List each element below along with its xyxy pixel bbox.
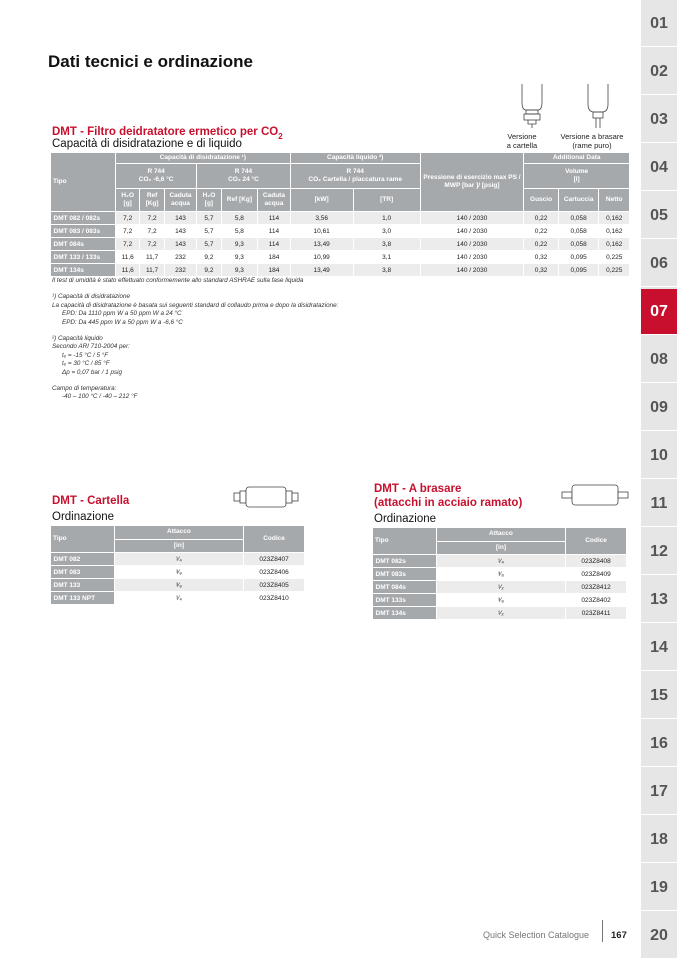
table-cell: 140 / 2030 (420, 225, 524, 238)
table-row (51, 553, 305, 566)
table-cell: 11,6 (116, 264, 140, 277)
chapter-tab-03[interactable]: 03 (641, 97, 677, 143)
col-cap-dis: Capacità di disidratazione ¹) (116, 153, 291, 164)
chapter-tab-07[interactable]: 07 (641, 289, 677, 335)
table-row (373, 581, 627, 594)
table-cell: 5,8 (221, 225, 258, 238)
table-row (373, 555, 627, 568)
table-cell: 114 (258, 212, 291, 225)
table-cell: 3,1 (353, 251, 420, 264)
filter-flare-image (232, 484, 300, 510)
table-cell: 0,058 (558, 238, 599, 251)
col-tipo: Tipo (51, 153, 116, 212)
table-cell: 10,61 (290, 225, 353, 238)
table-cell: ¹⁄₂ (436, 581, 565, 594)
flare-version-caption: Versione a cartella (506, 132, 538, 150)
chapter-tab-09[interactable]: 09 (641, 385, 677, 431)
table-cell: 023Z8412 (566, 581, 627, 594)
table-cell: 7,2 (116, 238, 140, 251)
row-type-cell: DMT 082 / 082s (51, 212, 116, 225)
table-cell: 184 (258, 264, 291, 277)
table-cell: 114 (258, 225, 291, 238)
chapter-tab-13[interactable]: 13 (641, 577, 677, 623)
chapter-tab-04[interactable]: 04 (641, 145, 677, 191)
col-h2o-a: H₂O [g] (116, 189, 140, 212)
table-row (51, 251, 630, 264)
col-codice: Codice (566, 528, 627, 555)
table-cell: 0,22 (524, 238, 559, 251)
row-type-cell: DMT 083 (51, 566, 115, 579)
table-cell: 023Z8407 (244, 553, 305, 566)
table-cell: 9,3 (221, 264, 258, 277)
table-cell: 0,095 (558, 251, 599, 264)
row-type-cell: DMT 082 (51, 553, 115, 566)
col-in: [in] (436, 541, 565, 555)
col-ref-b: Ref [Kg] (221, 189, 258, 212)
table-cell: 10,99 (290, 251, 353, 264)
col-caduta-a: Caduta acqua (164, 189, 197, 212)
table-cell: 13,49 (290, 238, 353, 251)
table-cell: 3,8 (353, 264, 420, 277)
col-attacco: Attacco (436, 528, 565, 542)
col-tipo: Tipo (51, 526, 115, 553)
table-cell: 232 (164, 251, 197, 264)
table-cell: 0,162 (599, 238, 630, 251)
section3-subtitle: Ordinazione (374, 513, 437, 525)
table-cell: 0,162 (599, 225, 630, 238)
table-cell: 5,8 (221, 212, 258, 225)
table-row (373, 607, 627, 620)
page-title: Dati tecnici e ordinazione (48, 52, 253, 71)
table-cell: 0,058 (558, 225, 599, 238)
table-cell: ³⁄₈ (114, 566, 243, 579)
row-type-cell: DMT 133 (51, 579, 115, 592)
table-row (51, 212, 630, 225)
chapter-tab-10[interactable]: 10 (641, 433, 677, 479)
footer-divider (602, 920, 603, 942)
table-cell: 023Z8405 (244, 579, 305, 592)
chapter-tab-08[interactable]: 08 (641, 337, 677, 383)
table-cell: 023Z8411 (566, 607, 627, 620)
table-cell: 0,095 (558, 264, 599, 277)
table-cell: ¹⁄₄ (114, 553, 243, 566)
table-cell: 1,0 (353, 212, 420, 225)
table-cell: 023Z8402 (566, 594, 627, 607)
table-cell: 13,49 (290, 264, 353, 277)
row-type-cell: DMT 133s (373, 594, 437, 607)
table-cell: 0,225 (599, 264, 630, 277)
table-cell: 0,22 (524, 212, 559, 225)
col-r744-a: R 744 CO₂ -6,6 °C (116, 164, 197, 189)
page-number: 167 (611, 930, 627, 941)
table-row (51, 566, 305, 579)
section2-subtitle: Ordinazione (52, 511, 115, 523)
table-cell: 143 (164, 225, 197, 238)
row-type-cell: DMT 133 / 133s (51, 251, 116, 264)
col-attacco: Attacco (114, 526, 243, 540)
col-guscio: Guscio (524, 189, 559, 212)
table-cell: 140 / 2030 (420, 212, 524, 225)
col-cap-liq: Capacità liquido ²) (290, 153, 420, 164)
chapter-tab-17[interactable]: 17 (641, 769, 677, 815)
table-cell: 023Z8408 (566, 555, 627, 568)
table-cell: 9,3 (221, 238, 258, 251)
table-row (51, 264, 630, 277)
table-cell: 7,2 (140, 238, 164, 251)
section1-title: DMT - Filtro deidratatore ermetico per $CO_2$ (52, 126, 283, 142)
chapter-tab-02[interactable]: 02 (641, 49, 677, 95)
section2-title: DMT - Cartella (52, 495, 130, 507)
chapter-tab-05[interactable]: 05 (641, 193, 677, 239)
row-type-cell: DMT 083s (373, 568, 437, 581)
table-cell: 023Z8410 (244, 592, 305, 605)
table-cell: 11,6 (116, 251, 140, 264)
table-cell: 0,32 (524, 264, 559, 277)
col-h2o-b: H₂O [g] (197, 189, 221, 212)
chapter-tab-14[interactable]: 14 (641, 625, 677, 671)
table-cell: 0,22 (524, 225, 559, 238)
row-type-cell: DMT 082s (373, 555, 437, 568)
row-type-cell: DMT 134s (51, 264, 116, 277)
table-cell: 7,2 (140, 212, 164, 225)
table-cell: 9,2 (197, 251, 221, 264)
chapter-tab-16[interactable]: 16 (641, 721, 677, 767)
table-cell: 0,058 (558, 212, 599, 225)
col-r744-c: R 744 CO₂ Cartella / placcatura rame (290, 164, 420, 189)
col-additional: Additional Data (524, 153, 630, 164)
table-row (51, 592, 305, 605)
table-cell: 11,7 (140, 251, 164, 264)
col-in: [in] (114, 539, 243, 553)
filter-brazed-version-image (576, 82, 620, 130)
table-cell: 023Z8409 (566, 568, 627, 581)
table-cell: 5,7 (197, 225, 221, 238)
table-row (51, 579, 305, 592)
table-cell: 5,7 (197, 212, 221, 225)
chapter-tab-15[interactable]: 15 (641, 673, 677, 719)
table-cell: 0,162 (599, 212, 630, 225)
row-type-cell: DMT 134s (373, 607, 437, 620)
table-cell: 140 / 2030 (420, 238, 524, 251)
chapter-tab-12[interactable]: 12 (641, 529, 677, 575)
section3-title: DMT - A brasare (attacchi in acciaio ramato) (374, 483, 523, 509)
table-cell: 0,225 (599, 251, 630, 264)
col-netto: Netto (599, 189, 630, 212)
notes: Il test di umidità è stato effettuato conformemente allo standard ASHRAE sulla fase liquida ¹) Capacità di disidratazione La capacità di disidratazione è basata sui seguenti standard di collaudo prima e dopo la disidratazione: EPD: Da 1110 ppm W a 50 ppm W a 24 °C EPD: Da 445 ppm W a 50 ppm W a -6,6 °C ²) Capacità liquido Secondo ARI 710-2004 per: tₑ = -15 °C / 5 °F tₑ = 30 °C / 85 °F Δp = 0,07 bar / 1 psig Campo di temperatura: -40 – 100 °C / -40 – 212 °F (52, 277, 339, 401)
col-kw: [kW] (290, 189, 353, 212)
col-caduta-b: Caduta acqua (258, 189, 291, 212)
table-cell: 023Z8406 (244, 566, 305, 579)
table-cell: ¹⁄₄ (436, 555, 565, 568)
footer-catalogue: Quick Selection Catalogue (483, 930, 590, 940)
table-cell: 232 (164, 264, 197, 277)
col-tr: [TR] (353, 189, 420, 212)
col-cartuccia: Cartuccia (558, 189, 599, 212)
table-cell: 140 / 2030 (420, 251, 524, 264)
row-type-cell: DMT 133 NPT (51, 592, 115, 605)
table-cell: ¹⁄₄ (114, 592, 243, 605)
col-pressione: Pressione di esercizio max PS / MWP [bar ]/ [psig] (420, 153, 524, 212)
table-cell: 11,7 (140, 264, 164, 277)
table-cell: 143 (164, 238, 197, 251)
table-row (51, 238, 630, 251)
table-cell: 3,8 (353, 238, 420, 251)
table-cell: ³⁄₈ (436, 568, 565, 581)
col-ref-a: Ref [Kg] (140, 189, 164, 212)
table-cell: 114 (258, 238, 291, 251)
chapter-tab-06[interactable]: 06 (641, 241, 677, 287)
col-codice: Codice (244, 526, 305, 553)
table-cell: ³⁄₈ (436, 594, 565, 607)
flare-order-table (50, 525, 305, 605)
table-row (373, 568, 627, 581)
chapter-tab-01[interactable]: 01 (641, 1, 677, 47)
table-cell: 7,2 (116, 225, 140, 238)
col-tipo: Tipo (373, 528, 437, 555)
table-cell: 3,56 (290, 212, 353, 225)
table-cell: 3,0 (353, 225, 420, 238)
table-cell: 9,2 (197, 264, 221, 277)
table-cell: 140 / 2030 (420, 264, 524, 277)
table-row (51, 225, 630, 238)
chapter-tab-19[interactable]: 19 (641, 865, 677, 911)
table-cell: ³⁄₈ (114, 579, 243, 592)
table-cell: 9,3 (221, 251, 258, 264)
table-cell: 5,7 (197, 238, 221, 251)
brazed-version-caption: Versione a brasare (rame puro) (560, 132, 624, 150)
section1-subtitle: Capacità di disidratazione e di liquido (52, 138, 242, 150)
chapter-tab-11[interactable]: 11 (641, 481, 677, 527)
row-type-cell: DMT 084s (373, 581, 437, 594)
chapter-tab-20[interactable]: 20 (641, 913, 677, 959)
chapter-tab-18[interactable]: 18 (641, 817, 677, 863)
col-r744-b: R 744 CO₂ 24 °C (197, 164, 290, 189)
technical-data-table (50, 152, 630, 277)
table-cell: 184 (258, 251, 291, 264)
table-cell: 143 (164, 212, 197, 225)
table-cell: 7,2 (140, 225, 164, 238)
row-type-cell: DMT 083 / 083s (51, 225, 116, 238)
table-cell: 0,32 (524, 251, 559, 264)
row-type-cell: DMT 084s (51, 238, 116, 251)
col-volume: Volume [l] (524, 164, 630, 189)
table-cell: ¹⁄₂ (436, 607, 565, 620)
filter-brazed-image (560, 482, 630, 508)
table-row (373, 594, 627, 607)
brazed-order-table (372, 527, 627, 620)
table-cell: 7,2 (116, 212, 140, 225)
filter-flare-version-image (512, 82, 556, 130)
